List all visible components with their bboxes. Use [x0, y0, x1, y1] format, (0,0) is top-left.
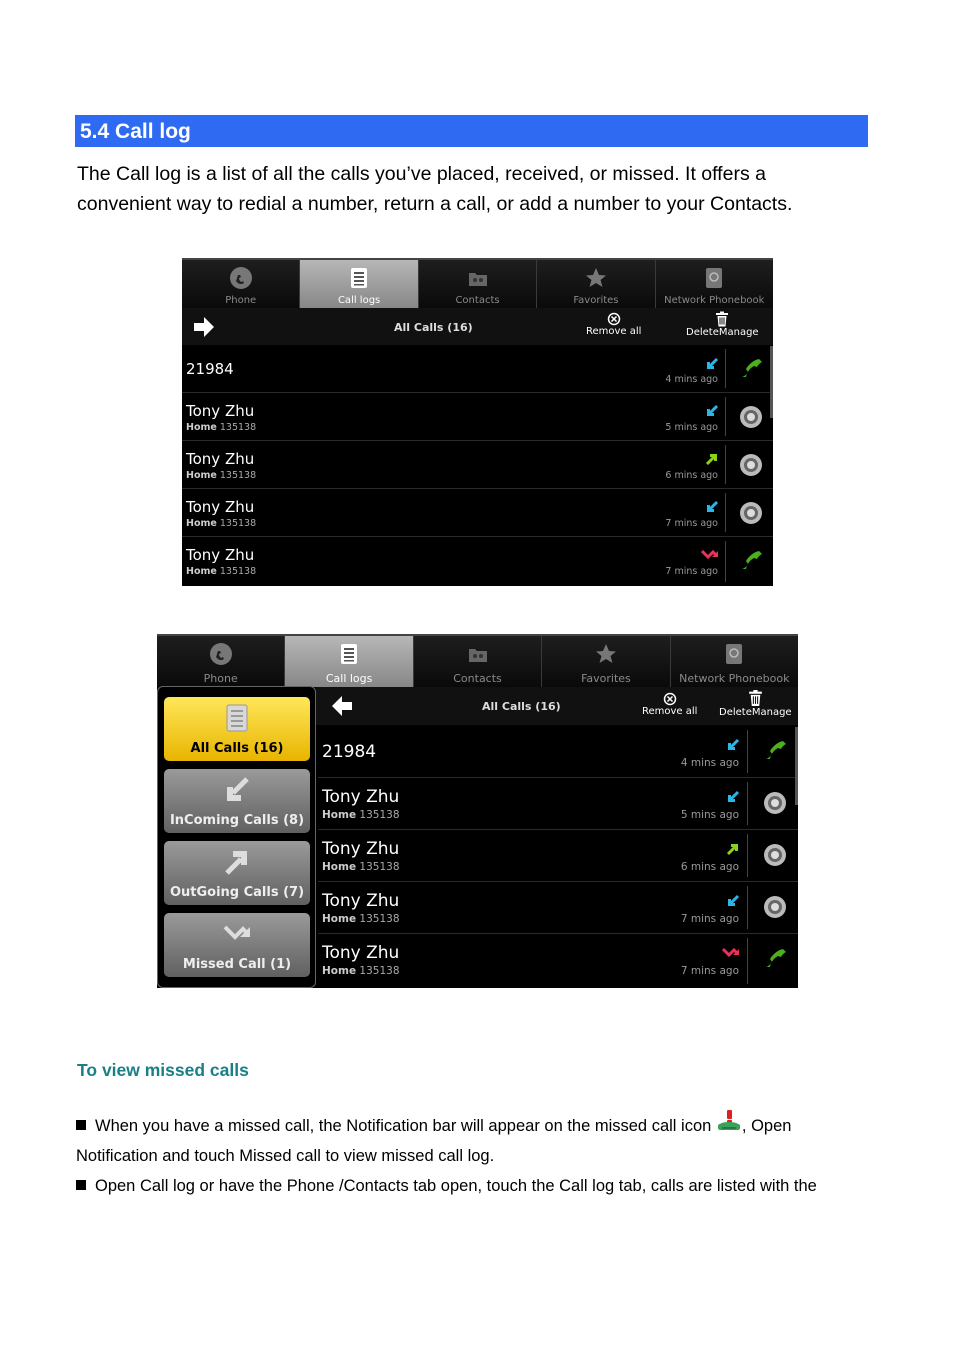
caller-number: 135138	[359, 809, 400, 821]
call-time: 6 mins ago	[665, 470, 718, 481]
number-label: Home	[322, 965, 357, 977]
all-calls-icon	[223, 703, 251, 733]
caller-number: 135138	[219, 422, 257, 433]
tab-label: Phone	[225, 295, 257, 306]
number-label: Home	[322, 809, 357, 821]
call-log-toolbar	[182, 308, 773, 345]
star-icon	[594, 642, 618, 666]
filter-missed-calls[interactable]	[164, 913, 310, 977]
call-row[interactable]	[182, 393, 773, 441]
trash-icon	[714, 311, 730, 327]
tab-label: Favorites	[581, 672, 631, 685]
tab-label: Contacts	[455, 295, 500, 306]
call-filter-menu	[157, 686, 316, 988]
call-button-icon[interactable]	[738, 356, 764, 382]
phonebook-icon	[722, 642, 746, 666]
row-separator	[747, 938, 748, 984]
tab-favorites[interactable]	[537, 260, 655, 308]
incoming-call-icon	[726, 738, 740, 752]
call-button-icon[interactable]	[762, 738, 788, 764]
caller-name: 21984	[322, 742, 377, 762]
call-time: 4 mins ago	[665, 374, 718, 385]
bullet-item	[76, 1109, 791, 1137]
filter-incoming-calls[interactable]	[164, 769, 310, 833]
tab-label: Favorites	[573, 295, 619, 306]
caller-detail	[322, 913, 400, 925]
toolbar-title: All Calls (16)	[394, 321, 473, 334]
outgoing-call-icon	[705, 452, 719, 466]
filter-all-calls[interactable]	[164, 697, 310, 761]
filter-label: All Calls (16)	[190, 741, 284, 756]
call-button-icon[interactable]	[762, 946, 788, 972]
caller-detail	[322, 861, 400, 873]
incoming-arrow-icon	[223, 775, 251, 805]
call-time: 7 mins ago	[665, 518, 718, 529]
caller-number: 135138	[359, 965, 400, 977]
phone-icon	[229, 266, 253, 290]
row-separator	[725, 541, 726, 582]
incoming-call-icon	[726, 790, 740, 804]
bullet-text-continued: , Open	[741, 1117, 792, 1135]
call-log-screenshot-1	[182, 258, 773, 586]
intro-paragraph	[77, 160, 877, 219]
caller-name: Tony Zhu	[322, 839, 400, 859]
call-row[interactable]	[318, 830, 798, 882]
call-time: 6 mins ago	[680, 861, 739, 873]
caller-name: 21984	[186, 360, 234, 378]
contact-badge-icon[interactable]	[762, 894, 788, 920]
delete-manage-label: DeleteManage	[719, 707, 792, 718]
call-row[interactable]	[318, 934, 798, 988]
list-icon	[337, 642, 361, 666]
caller-name: Tony Zhu	[322, 943, 400, 963]
phonebook-icon	[702, 266, 726, 290]
delete-manage-button[interactable]	[719, 689, 792, 718]
filter-outgoing-calls[interactable]	[164, 841, 310, 905]
caller-name: Tony Zhu	[186, 450, 255, 468]
contact-badge-icon[interactable]	[738, 452, 764, 478]
call-row[interactable]	[182, 345, 773, 393]
filter-label: OutGoing Calls (7)	[169, 885, 305, 900]
caller-name: Tony Zhu	[186, 546, 255, 564]
contact-badge-icon[interactable]	[738, 500, 764, 526]
contact-badge-icon[interactable]	[738, 404, 764, 430]
remove-all-label: Remove all	[586, 326, 642, 337]
incoming-call-icon	[705, 357, 719, 371]
tab-call-logs[interactable]	[285, 636, 413, 687]
intro-line-1: The Call log is a list of all the calls you’ve placed, received, or missed. It offers a	[77, 163, 766, 185]
filter-label: InComing Calls (8)	[169, 813, 305, 828]
caller-name: Tony Zhu	[186, 402, 255, 420]
remove-circle-icon	[607, 312, 621, 326]
number-label: Home	[186, 566, 217, 577]
caller-detail	[322, 809, 400, 821]
missed-call-icon	[722, 946, 740, 960]
row-separator	[725, 493, 726, 532]
row-separator	[725, 349, 726, 388]
section-header: 5.4 Call log	[75, 115, 868, 147]
list-icon	[347, 266, 371, 290]
bullet-text: Open Call log or have the Phone /Contacts tab open, touch the Call log tab, calls are listed with the	[95, 1177, 817, 1195]
call-button-icon[interactable]	[738, 548, 764, 574]
remove-all-button[interactable]	[586, 312, 641, 337]
remove-all-button[interactable]	[642, 692, 697, 717]
bullet-item	[76, 1175, 817, 1197]
call-time: 4 mins ago	[680, 757, 739, 769]
call-log-toolbar	[316, 687, 798, 725]
bullet-text: When you have a missed call, the Notification bar will appear on the missed call icon	[95, 1117, 712, 1135]
number-label: Home	[186, 422, 217, 433]
caller-name: Tony Zhu	[322, 787, 400, 807]
call-row[interactable]	[318, 778, 798, 830]
tab-bar	[157, 634, 798, 687]
star-icon	[584, 266, 608, 290]
caller-number: 135138	[219, 518, 257, 529]
row-separator	[725, 445, 726, 484]
call-time: 7 mins ago	[680, 965, 739, 977]
call-time: 5 mins ago	[680, 809, 739, 821]
incoming-call-icon	[705, 404, 719, 418]
row-separator	[747, 834, 748, 877]
trash-icon	[747, 689, 764, 707]
remove-all-label: Remove all	[642, 706, 698, 717]
tab-network-phonebook[interactable]	[671, 636, 798, 687]
tab-label: Call logs	[337, 295, 381, 306]
scrollbar[interactable]	[770, 346, 773, 418]
tab-call-logs[interactable]	[300, 260, 418, 308]
number-label: Home	[322, 913, 357, 925]
delete-manage-label: DeleteManage	[686, 327, 759, 338]
caller-number: 135138	[359, 913, 400, 925]
row-separator	[747, 782, 748, 825]
missed-call-notification-icon	[716, 1109, 742, 1135]
bullet-square	[76, 1180, 86, 1190]
caller-detail	[186, 518, 256, 529]
paragraph-line: Notification and touch Missed call to view missed call log.	[76, 1147, 495, 1165]
tab-phone[interactable]	[182, 260, 300, 308]
row-separator	[747, 886, 748, 929]
call-time: 5 mins ago	[665, 422, 718, 433]
tab-label: Phone	[203, 672, 238, 685]
call-row[interactable]	[318, 726, 798, 778]
caller-name: Tony Zhu	[186, 498, 255, 516]
tab-favorites[interactable]	[542, 636, 670, 687]
caller-detail	[322, 965, 400, 977]
tab-label: Call logs	[325, 672, 373, 685]
caller-number: 135138	[219, 566, 257, 577]
arrow-right-icon[interactable]	[192, 315, 216, 339]
caller-name: Tony Zhu	[322, 891, 400, 911]
call-row[interactable]	[318, 882, 798, 934]
remove-circle-icon	[663, 692, 677, 706]
row-separator	[747, 730, 748, 773]
contact-badge-icon[interactable]	[762, 790, 788, 816]
caller-detail	[186, 422, 256, 433]
phone-icon	[209, 642, 233, 666]
tab-network-phonebook[interactable]	[656, 260, 773, 308]
call-row[interactable]	[182, 441, 773, 489]
missed-calls-heading: To view missed calls	[77, 1060, 249, 1080]
tab-label: Contacts	[453, 672, 502, 685]
call-list	[318, 726, 798, 988]
intro-line-2: convenient way to redial a number, return a call, or add a number to your Contacts.	[77, 192, 793, 215]
missed-call-icon	[701, 548, 719, 562]
tab-contacts[interactable]	[414, 636, 542, 687]
delete-manage-button[interactable]	[686, 311, 759, 338]
incoming-call-icon	[726, 894, 740, 908]
caller-number: 135138	[359, 861, 400, 873]
number-label: Home	[186, 518, 217, 529]
call-time: 7 mins ago	[665, 566, 718, 577]
scrollbar[interactable]	[795, 727, 798, 805]
call-time: 7 mins ago	[680, 913, 739, 925]
contacts-icon	[466, 266, 490, 290]
outgoing-call-icon	[726, 842, 740, 856]
caller-detail	[186, 470, 256, 481]
bullet-square	[76, 1120, 86, 1130]
tab-label: Network Phonebook	[664, 295, 765, 306]
call-row[interactable]	[182, 537, 773, 586]
caller-number: 135138	[219, 470, 257, 481]
incoming-call-icon	[705, 500, 719, 514]
filter-label: Missed Call (1)	[182, 957, 292, 972]
contacts-icon	[466, 642, 490, 666]
outgoing-arrow-icon	[223, 847, 251, 877]
arrow-left-icon[interactable]	[330, 694, 354, 718]
missed-arrow-icon	[223, 919, 251, 949]
call-log-screenshot-2	[157, 634, 798, 988]
number-label: Home	[186, 470, 217, 481]
tab-label: Network Phonebook	[679, 672, 790, 685]
tab-bar	[182, 258, 773, 308]
contact-badge-icon[interactable]	[762, 842, 788, 868]
call-row[interactable]	[182, 489, 773, 537]
caller-detail	[186, 566, 256, 577]
tab-phone[interactable]	[157, 636, 285, 687]
tab-contacts[interactable]	[419, 260, 537, 308]
number-label: Home	[322, 861, 357, 873]
row-separator	[725, 397, 726, 436]
toolbar-title: All Calls (16)	[482, 700, 561, 713]
